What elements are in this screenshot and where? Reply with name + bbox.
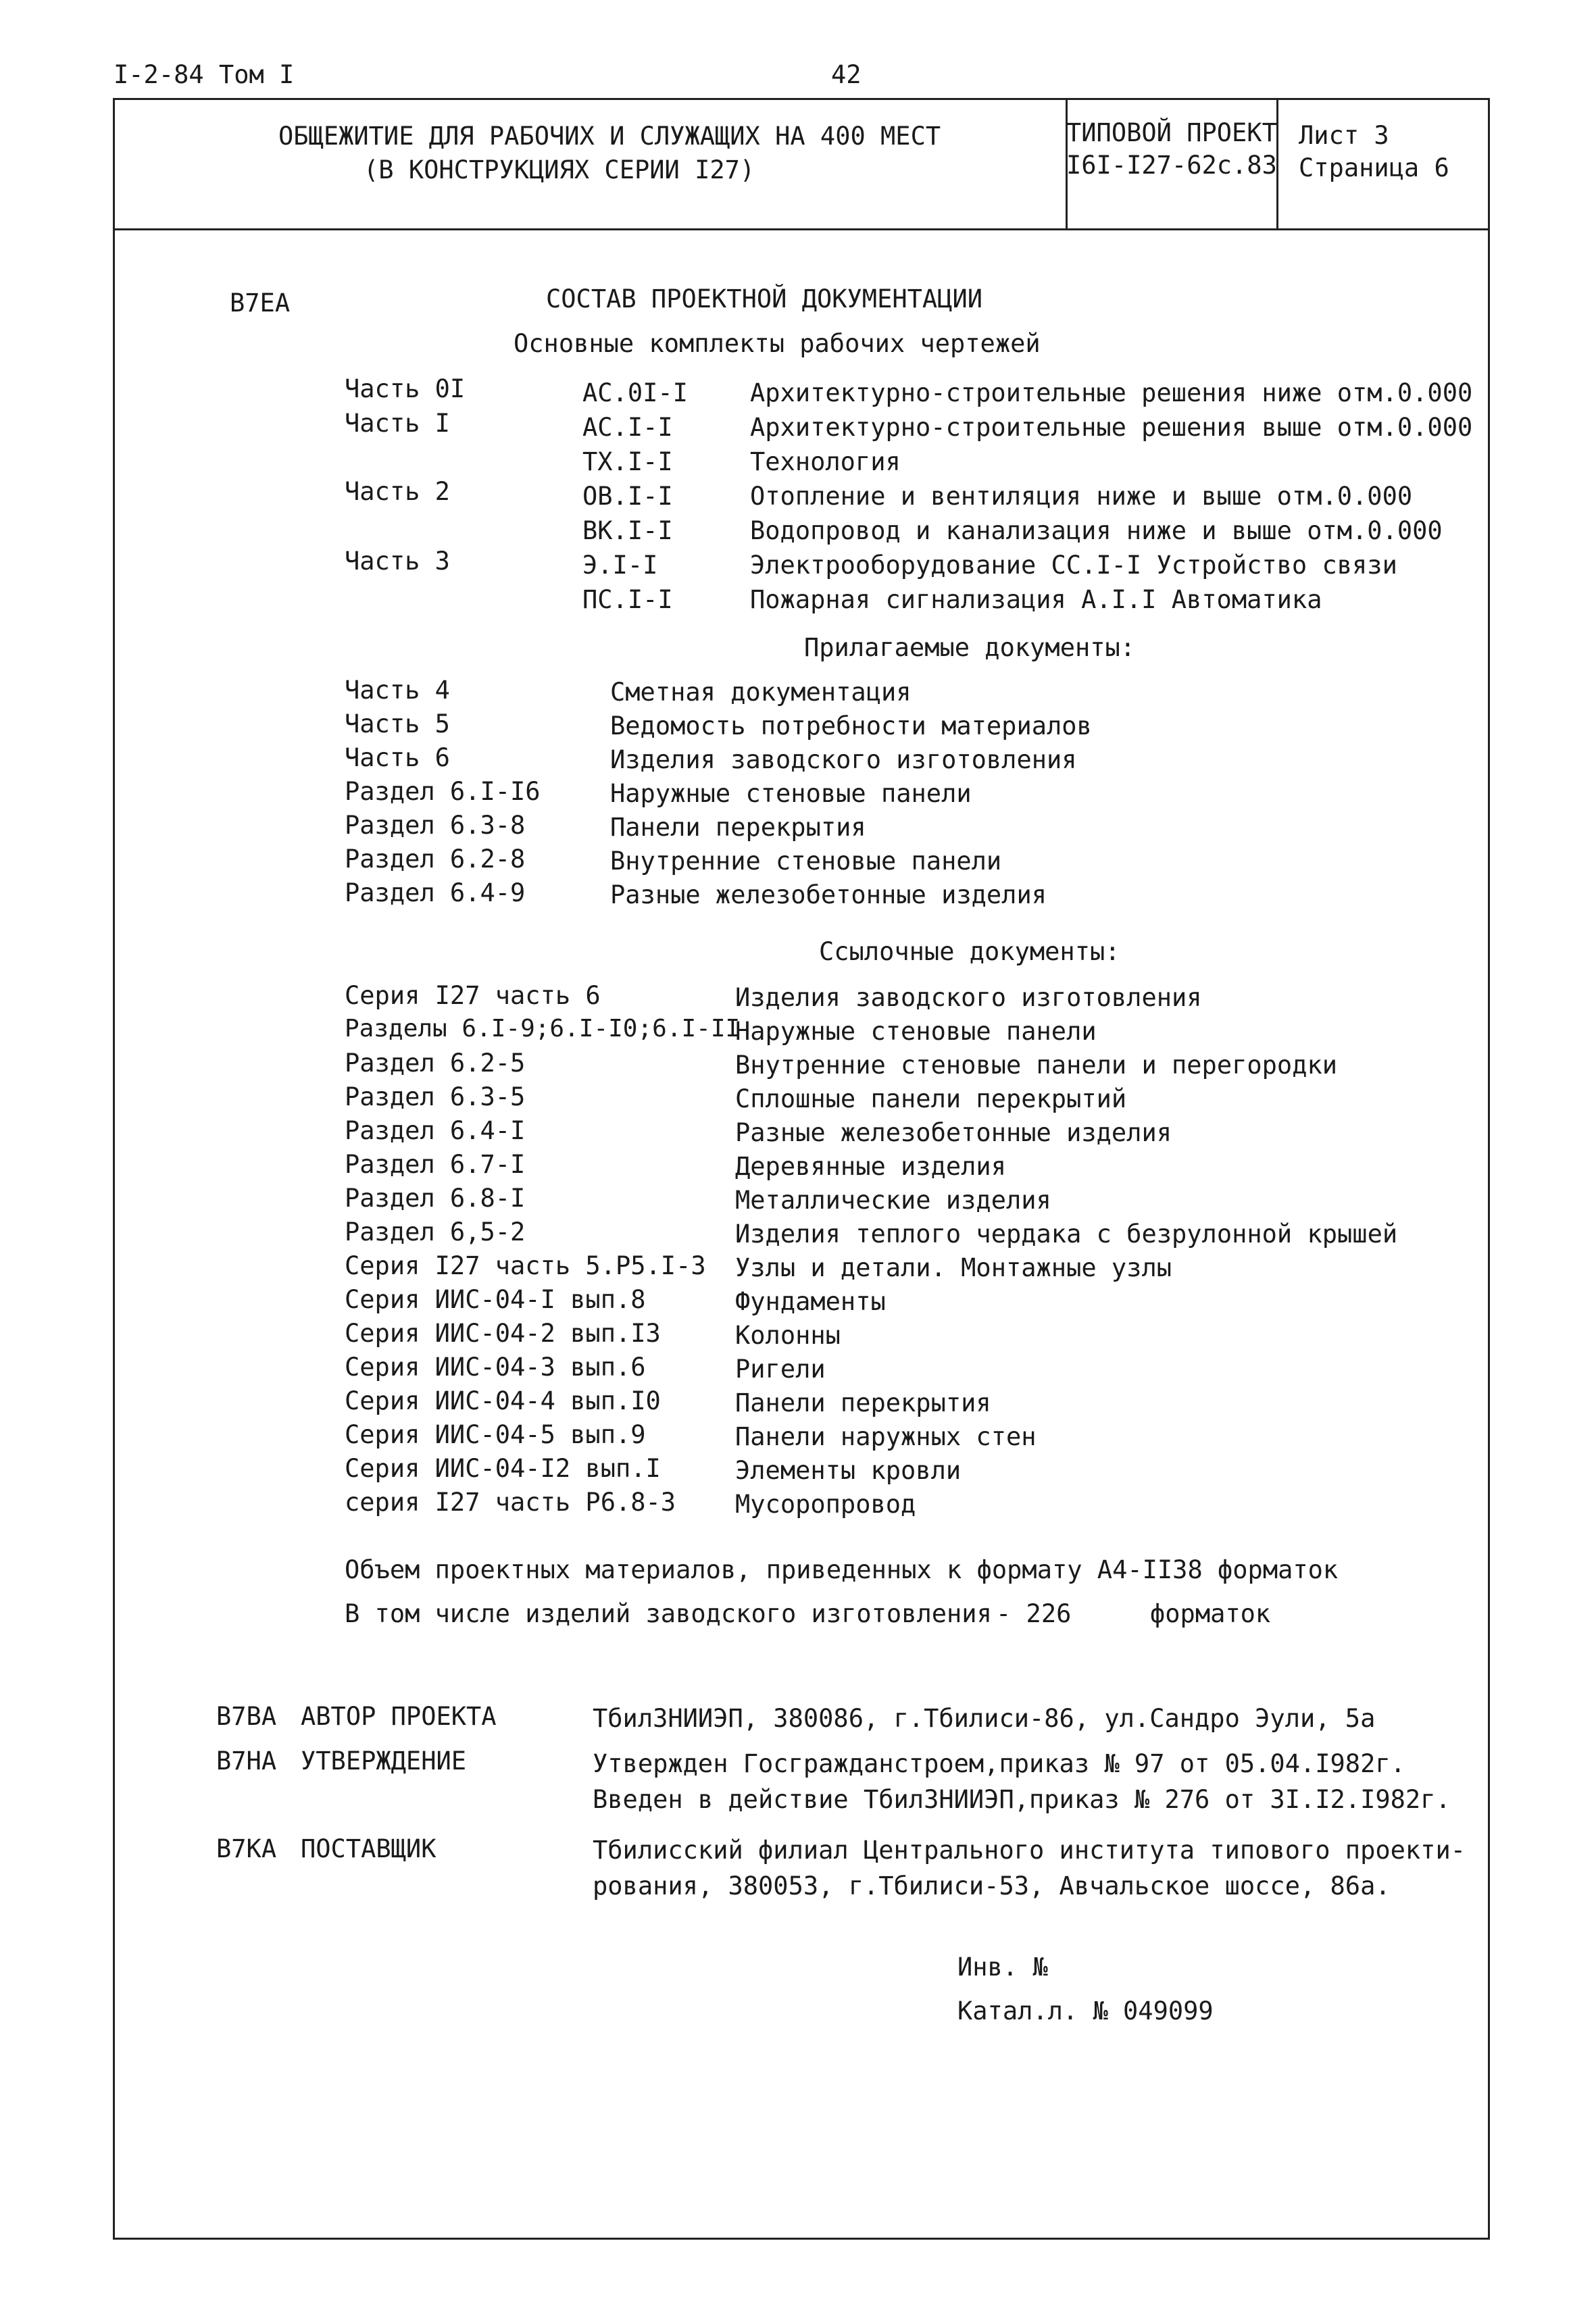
main-set-part: Часть 3 bbox=[345, 547, 450, 576]
reference-desc: Наружные стеновые панели bbox=[735, 1017, 1097, 1046]
supplier-text: Тбилисский филиал Центрального института типового проекти- bbox=[593, 1836, 1466, 1865]
reference-desc: Мусоропровод bbox=[735, 1490, 916, 1519]
main-set-desc: Архитектурно-строительные решения ниже отм.0.000 bbox=[750, 378, 1473, 407]
reference-part: Раздел 6.4-I bbox=[345, 1116, 526, 1145]
factory-unit: форматок bbox=[1150, 1599, 1271, 1628]
author-code: В7ВА bbox=[216, 1702, 277, 1731]
main-set-part: Часть 0I bbox=[345, 374, 466, 403]
reference-desc: Панели перекрытия bbox=[735, 1388, 991, 1417]
supplier-label: ПОСТАВЩИК bbox=[301, 1834, 437, 1863]
reference-desc: Сплошные панели перекрытий bbox=[735, 1084, 1127, 1113]
reference-part: Разделы 6.I-9;6.I-I0;6.I-II bbox=[345, 1015, 741, 1042]
reference-part: Раздел 6,5-2 bbox=[345, 1217, 526, 1247]
reference-desc: Узлы и детали. Монтажные узлы bbox=[735, 1253, 1172, 1282]
stamp-title-line1: ОБЩЕЖИТИЕ ДЛЯ РАБОЧИХ И СЛУЖАЩИХ НА 400 МЕСТ bbox=[278, 122, 941, 151]
main-set-code: ПС.I-I bbox=[582, 585, 673, 614]
main-set-code: ВК.I-I bbox=[582, 516, 673, 545]
reference-part: Серия ИИС-04-2 вып.I3 bbox=[345, 1319, 661, 1348]
section-code: В7ЕА bbox=[230, 288, 291, 318]
page-number: 42 bbox=[831, 60, 862, 89]
attached-desc: Сметная документация bbox=[610, 678, 912, 707]
attached-desc: Наружные стеновые панели bbox=[610, 779, 972, 808]
doc-reference: I-2-84 Том I bbox=[114, 60, 295, 89]
reference-part: серия I27 часть Р6.8-3 bbox=[345, 1488, 676, 1517]
main-set-part: Часть I bbox=[345, 409, 450, 438]
attached-part: Часть 6 bbox=[345, 743, 450, 772]
reference-desc: Изделия теплого чердака с безрулонной крышей bbox=[735, 1219, 1398, 1249]
attached-part: Часть 5 bbox=[345, 709, 450, 738]
main-set-code: ТХ.I-I bbox=[582, 447, 673, 476]
reference-desc: Ригели bbox=[735, 1355, 826, 1384]
approval-code: В7НА bbox=[216, 1746, 277, 1776]
main-set-desc: Пожарная сигнализация А.I.I Автоматика bbox=[750, 585, 1322, 614]
reference-part: Серия ИИС-04-3 вып.6 bbox=[345, 1353, 646, 1382]
reference-desc: Металлические изделия bbox=[735, 1186, 1051, 1215]
attached-part: Раздел 6.4-9 bbox=[345, 878, 526, 907]
main-set-desc: Технология bbox=[750, 447, 901, 476]
reference-part: Серия I27 часть 6 bbox=[345, 981, 601, 1010]
approval-text: Утвержден Госгражданстроем,приказ № 97 от 05.04.I982г. bbox=[593, 1749, 1405, 1778]
author-label: АВТОР ПРОЕКТА bbox=[301, 1702, 497, 1731]
reference-desc: Колонны bbox=[735, 1321, 841, 1350]
reference-part: Серия I27 часть 5.Р5.I-3 bbox=[345, 1251, 706, 1280]
main-set-desc: Водопровод и канализация ниже и выше отм.0.000 bbox=[750, 516, 1443, 545]
section-heading: СОСТАВ ПРОЕКТНОЙ ДОКУМЕНТАЦИИ bbox=[546, 284, 983, 313]
reference-part: Серия ИИС-04-I вып.8 bbox=[345, 1285, 646, 1314]
reference-part: Раздел 6.2-5 bbox=[345, 1049, 526, 1078]
reference-part: Серия ИИС-04-4 вып.I0 bbox=[345, 1386, 661, 1415]
attached-part: Раздел 6.3-8 bbox=[345, 811, 526, 840]
main-set-desc: Электрооборудование СС.I-I Устройство связи bbox=[750, 551, 1397, 580]
reference-part: Серия ИИС-04-5 вып.9 bbox=[345, 1420, 646, 1449]
main-set-desc: Архитектурно-строительные решения выше отм.0.000 bbox=[750, 413, 1473, 442]
attached-desc: Панели перекрытия bbox=[610, 813, 866, 842]
page-label: Страница 6 bbox=[1299, 153, 1449, 182]
project-code: I6I-I27-62с.83 bbox=[1066, 151, 1277, 180]
stamp-title-line2: (В КОНСТРУКЦИЯХ СЕРИИ I27) bbox=[364, 155, 755, 184]
sheet-label: Лист 3 bbox=[1299, 121, 1389, 150]
reference-part: Серия ИИС-04-I2 вып.I bbox=[345, 1454, 661, 1483]
main-set-desc: Отопление и вентиляция ниже и выше отм.0.000 bbox=[750, 482, 1413, 511]
attached-part: Часть 4 bbox=[345, 676, 450, 705]
attached-desc: Изделия заводского изготовления bbox=[610, 745, 1077, 774]
reference-heading: Ссылочные документы: bbox=[819, 937, 1120, 966]
reference-desc: Изделия заводского изготовления bbox=[735, 983, 1202, 1012]
reference-part: Раздел 6.8-I bbox=[345, 1184, 526, 1213]
reference-part: Раздел 6.3-5 bbox=[345, 1082, 526, 1111]
main-set-code: ОВ.I-I bbox=[582, 482, 673, 511]
main-set-code: АС.I-I bbox=[582, 413, 673, 442]
main-sets-heading: Основные комплекты рабочих чертежей bbox=[514, 329, 1041, 358]
factory-value: - 226 bbox=[996, 1599, 1072, 1628]
attached-part: Раздел 6.2-8 bbox=[345, 845, 526, 874]
reference-desc: Фундаменты bbox=[735, 1287, 886, 1316]
approval-text: Введен в действие ТбилЗНИИЭП,приказ № 276 от 3I.I2.I982г. bbox=[593, 1785, 1451, 1814]
supplier-code: В7КА bbox=[216, 1834, 277, 1863]
catalog-number: Катал.л. № 049099 bbox=[957, 1996, 1214, 2026]
project-label: ТИПОВОЙ ПРОЕКТ bbox=[1066, 118, 1277, 147]
main-set-code: Э.I-I bbox=[582, 551, 658, 580]
attached-desc: Ведомость потребности материалов bbox=[610, 711, 1092, 740]
factory-label: В том числе изделий заводского изготовления bbox=[345, 1599, 992, 1628]
reference-desc: Элементы кровли bbox=[735, 1456, 962, 1485]
reference-desc: Внутренние стеновые панели и перегородки bbox=[735, 1051, 1338, 1080]
attached-desc: Внутренние стеновые панели bbox=[610, 847, 1002, 876]
reference-part: Раздел 6.7-I bbox=[345, 1150, 526, 1179]
reference-desc: Деревянные изделия bbox=[735, 1152, 1006, 1181]
reference-desc: Панели наружных стен bbox=[735, 1422, 1037, 1451]
volume-line: Объем проектных материалов, приведенных к формату А4-II38 форматок bbox=[345, 1555, 1339, 1584]
main-set-part: Часть 2 bbox=[345, 477, 450, 506]
attached-part: Раздел 6.I-I6 bbox=[345, 777, 541, 806]
attached-heading: Прилагаемые документы: bbox=[804, 633, 1136, 662]
attached-desc: Разные железобетонные изделия bbox=[610, 880, 1047, 909]
approval-label: УТВЕРЖДЕНИЕ bbox=[301, 1746, 467, 1776]
stamp-divider bbox=[113, 228, 1490, 230]
supplier-text: рования, 380053, г.Тбилиси-53, Авчальское шоссе, 86а. bbox=[593, 1871, 1391, 1901]
reference-desc: Разные железобетонные изделия bbox=[735, 1118, 1172, 1147]
main-set-code: АС.0I-I bbox=[582, 378, 688, 407]
inventory-number: Инв. № bbox=[957, 1953, 1048, 1982]
author-text: ТбилЗНИИЭП, 380086, г.Тбилиси-86, ул.Сандро Эули, 5а bbox=[593, 1704, 1376, 1733]
